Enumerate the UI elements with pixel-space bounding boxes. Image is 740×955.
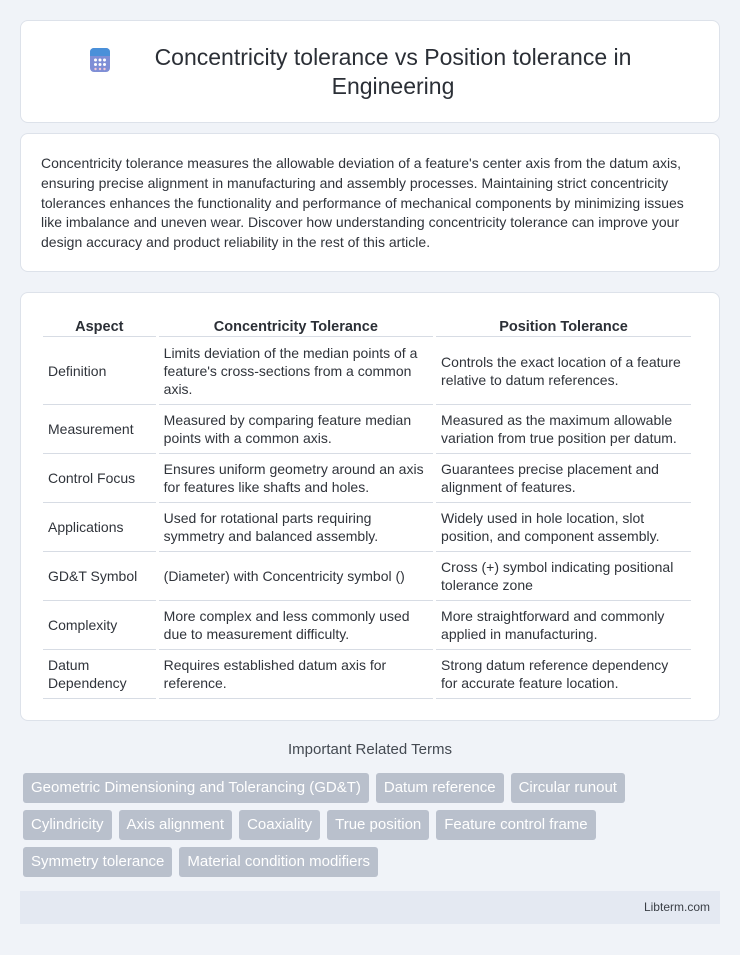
row-concentricity: More complex and less commonly used due to measurement difficulty. xyxy=(159,601,433,650)
comparison-card xyxy=(20,292,720,721)
row-concentricity: Measured by comparing feature median points with a common axis. xyxy=(159,405,433,454)
related-term-tag[interactable]: Material condition modifiers xyxy=(179,847,378,877)
row-position: Controls the exact location of a feature relative to datum references. xyxy=(436,337,691,405)
row-position: Measured as the maximum allowable variation from true position per datum. xyxy=(436,405,691,454)
row-concentricity: Used for rotational parts requiring symmetry and balanced assembly. xyxy=(159,503,433,552)
related-terms-heading: Important Related Terms xyxy=(288,741,452,758)
row-concentricity: Requires established datum axis for reference. xyxy=(159,650,433,699)
table-row xyxy=(43,405,691,454)
row-aspect: Datum Dependency xyxy=(43,650,156,699)
table-row xyxy=(43,601,691,650)
footer xyxy=(20,891,720,924)
intro-paragraph: Concentricity tolerance measures the allowable deviation of a feature's center axis from the datum axis, ensuring precise alignment in manufacturing and assembly processes. Maintaining strict concentricity tolerances enhances the functionality and performance of mechanical components by minimizing issues like imbalance and uneven wear. Discover how understanding concentricity tolerance can improve your design accuracy and product reliability in the rest of this article. xyxy=(41,155,684,251)
row-position: Guarantees precise placement and alignment of features. xyxy=(436,454,691,503)
table-row xyxy=(43,552,691,601)
related-terms-list xyxy=(23,773,723,884)
table-header-row xyxy=(43,315,691,337)
related-term-tag[interactable]: Circular runout xyxy=(511,773,625,803)
row-aspect: Measurement xyxy=(43,405,156,454)
title-card xyxy=(20,20,720,123)
header-concentricity: Concentricity Tolerance xyxy=(159,315,433,337)
row-aspect: Complexity xyxy=(43,601,156,650)
row-aspect: Applications xyxy=(43,503,156,552)
table-row xyxy=(43,454,691,503)
related-term-tag[interactable]: Datum reference xyxy=(376,773,504,803)
row-concentricity: (Diameter) with Concentricity symbol () xyxy=(159,552,433,601)
related-term-tag[interactable]: True position xyxy=(327,810,429,840)
related-term-tag[interactable]: Feature control frame xyxy=(436,810,595,840)
row-concentricity: Limits deviation of the median points of a feature's cross-sections from a common axis. xyxy=(159,337,433,405)
comparison-table xyxy=(40,315,694,699)
related-term-tag[interactable]: Axis alignment xyxy=(119,810,233,840)
related-term-tag[interactable]: Coaxiality xyxy=(239,810,320,840)
intro-card xyxy=(20,133,720,272)
row-aspect: GD&T Symbol xyxy=(43,552,156,601)
row-aspect: Control Focus xyxy=(43,454,156,503)
table-row xyxy=(43,650,691,699)
related-term-tag[interactable]: Geometric Dimensioning and Tolerancing (GD&T) xyxy=(23,773,369,803)
calculator-icon xyxy=(87,47,113,73)
header-aspect: Aspect xyxy=(43,315,156,337)
title-wrap xyxy=(87,43,653,101)
row-position: Cross (+) symbol indicating positional tolerance zone xyxy=(436,552,691,601)
row-position: Widely used in hole location, slot position, and component assembly. xyxy=(436,503,691,552)
row-position: More straightforward and commonly applied in manufacturing. xyxy=(436,601,691,650)
row-position: Strong datum reference dependency for accurate feature location. xyxy=(436,650,691,699)
footer-site-link[interactable]: Libterm.com xyxy=(643,900,710,914)
page-title: Concentricity tolerance vs Position tolerance in Engineering xyxy=(154,43,632,99)
related-term-tag[interactable]: Cylindricity xyxy=(23,810,112,840)
row-aspect: Definition xyxy=(43,337,156,405)
table-row xyxy=(43,503,691,552)
header-position: Position Tolerance xyxy=(436,315,691,337)
table-row xyxy=(43,337,691,405)
related-term-tag[interactable]: Symmetry tolerance xyxy=(23,847,172,877)
row-concentricity: Ensures uniform geometry around an axis for features like shafts and holes. xyxy=(159,454,433,503)
